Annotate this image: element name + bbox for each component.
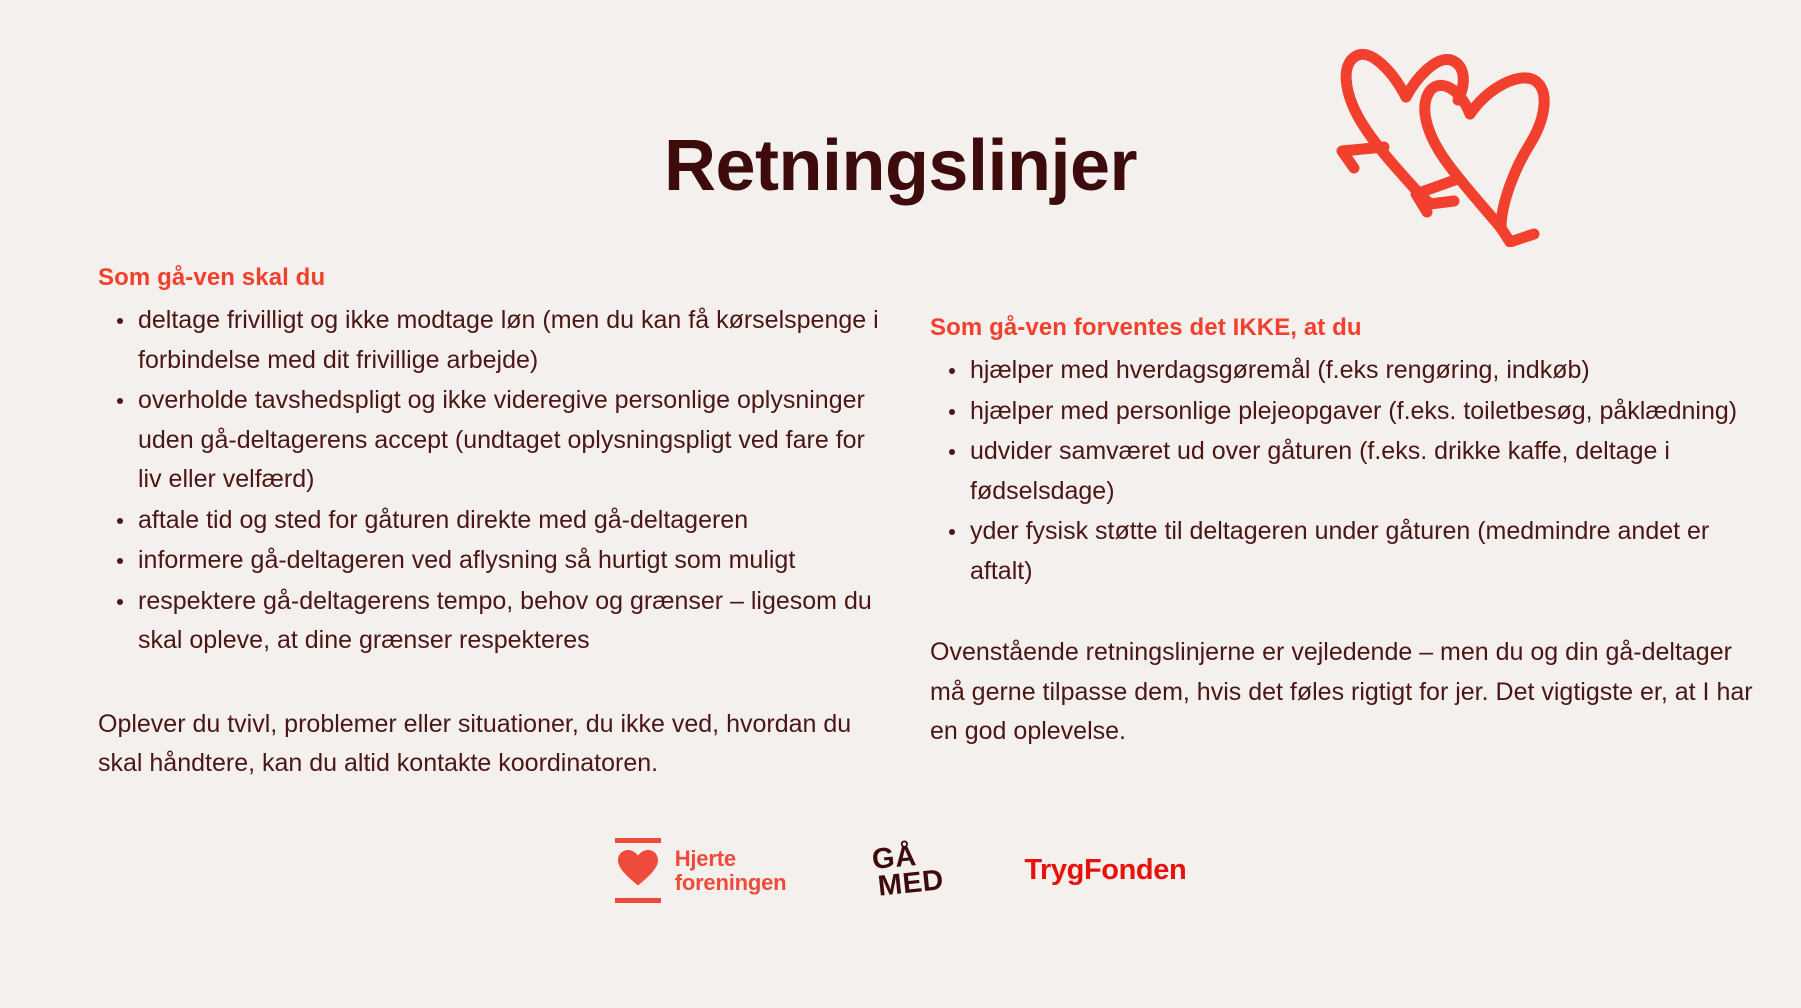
right-column-rule-list (930, 351, 1760, 591)
left-column (98, 262, 888, 784)
gaa-med-line1: GÅ (871, 839, 919, 876)
hjerteforeningen-line1: Hjerte (674, 845, 736, 871)
list-item: yder fysisk støtte til deltageren under gåturen (medmindre andet er aftalt) (930, 512, 1760, 591)
hjerteforeningen-mark (615, 838, 661, 903)
left-column-paragraph: Oplever du tvivl, problemer eller situationer, du ikke ved, hvordan du skal håndtere, kan du altid kontakte koordinatoren. (98, 709, 852, 778)
heart-icon (618, 850, 658, 891)
left-column-rule-list (98, 301, 888, 661)
left-column-heading: Som gå-ven skal du (98, 264, 326, 291)
divider-bottom (615, 898, 661, 903)
list-item: informere gå-deltageren ved aflysning så hurtigt som muligt (98, 541, 888, 581)
gaa-med-logo (871, 839, 946, 903)
hjerteforeningen-line2: foreningen (674, 869, 787, 895)
trygfonden-logo: TrygFonden (1024, 854, 1187, 886)
list-item: deltage frivilligt og ikke modtage løn (men du kan få kørselspenge i forbindelse med dit frivillige arbejde) (98, 301, 888, 380)
right-column-heading: Som gå-ven forventes det IKKE, at du (930, 314, 1362, 341)
list-item: respektere gå-deltagerens tempo, behov og grænser – ligesom du skal opleve, at dine grænser respekteres (98, 582, 888, 661)
page-title: Retningslinjer (663, 126, 1138, 207)
walking-hearts-icon (1318, 22, 1558, 247)
right-column-paragraph: Ovenstående retningslinjerne er vejledende – men du og din gå-deltager må gerne tilpasse dem, hvis det føles rigtigt for jer. Det vigtigste er, at I har en god oplevelse. (930, 638, 1753, 746)
gaa-med-line2: MED (876, 863, 946, 903)
footer-logo-row (0, 838, 1801, 903)
list-item: aftale tid og sted for gåturen direkte med gå-deltageren (98, 501, 888, 541)
right-column (930, 312, 1760, 752)
list-item: hjælper med personlige plejeopgaver (f.eks. toiletbesøg, påklædning) (930, 392, 1760, 432)
hjerteforeningen-logo (615, 838, 787, 903)
list-item: overholde tavshedspligt og ikke videregive personlige oplysninger uden gå-deltagerens accept (undtaget oplysningspligt ved fare for liv eller velfærd) (98, 381, 888, 500)
list-item: hjælper med hverdagsgøremål (f.eks rengøring, indkøb) (930, 351, 1760, 391)
divider-top (615, 838, 661, 843)
list-item: udvider samværet ud over gåturen (f.eks. drikke kaffe, deltage i fødselsdage) (930, 432, 1760, 511)
hjerteforeningen-wordmark (675, 847, 787, 895)
